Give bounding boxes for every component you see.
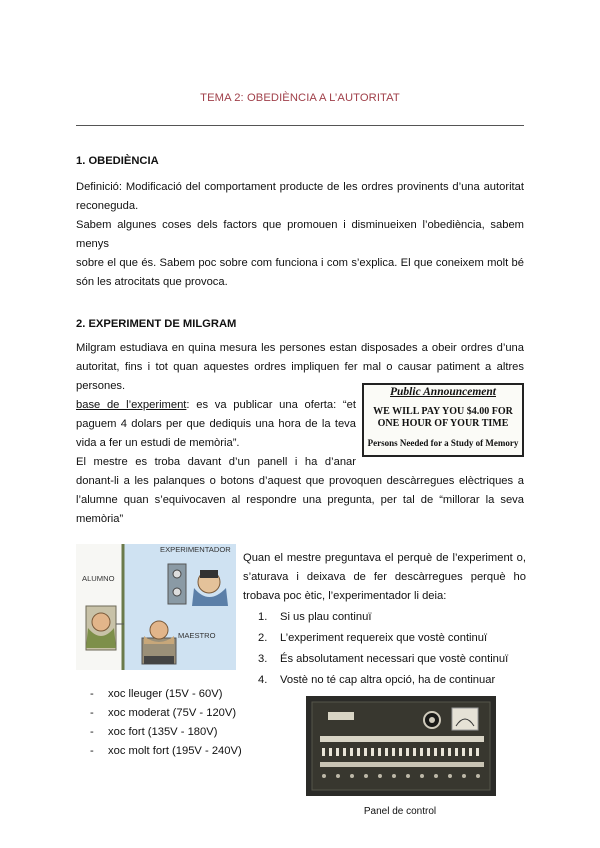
section1-line: són les atrocitats que provoca. [76,276,228,288]
section1-body [76,178,524,292]
section2-line: memòria” [76,513,124,525]
public-announcement-clip [362,383,524,457]
prod-item: 3. És absolutament necessari que vostè continuï [258,653,509,665]
section1-line: sobre el que és. Sabem poc sobre com funciona i com s’explica. El que coneixem molt bé [76,257,524,269]
section2-line: autoritat, fins i tot quan aquestes ordres impliquen fer mal o causar patiment a altres [76,361,524,373]
diagram-illustration [76,544,236,670]
announcement-offer-line: ONE HOUR OF YOUR TIME [377,418,509,429]
label-teacher: MAESTRO [178,631,216,640]
control-panel-photo [306,696,496,796]
shock-generator-illustration [306,696,496,796]
experiment-diagram [76,544,236,670]
shock-levels-list [76,685,296,761]
panel-caption: Panel de control [363,806,437,817]
section1-line: Sabem algunes coses dels factors que promouen i disminueixen l’obediència, sabem menys [76,219,524,250]
section2-heading: 2. EXPERIMENT DE MILGRAM [76,318,237,330]
announcement-footer: Persons Needed for a Study of Memory [367,438,519,448]
announcement-heading: Public Announcement [390,386,496,398]
base-rest: : es va publicar una oferta: “et [186,399,356,411]
section2-line: l’alumne quan s’equivocaven al respondre una pregunta, per tal de “millorar la seva [76,494,524,506]
title-divider [76,125,524,126]
explanation-line: Quan el mestre preguntava el perquè de l’experiment o, [243,552,526,564]
section2-line: donant-li a les palanques o botons d’aquest que provoquen descàrregues elèctriques a [76,475,524,487]
section1-line: Definició: Modificació del comportament producte de les ordres provinents d’una autoritat [76,181,524,193]
shock-level-item: - xoc moderat (75V - 120V) [90,707,237,719]
section2-line: El mestre es troba davant d’un panell i ha d’anar [76,456,356,468]
page-title: TEMA 2: OBEDIÈNCIA A L’AUTORITAT [200,92,400,104]
section2-line: Milgram estudiava en quina mesura les persones estan disposades a obeir ordres d’una [76,342,524,354]
explanation-line: trobava poc ètic, l’experimentador li deia: [243,590,447,602]
section2-line: paguem 4 dolars per que dediquis una hora de la teva [76,418,356,430]
section2-line: persones. [76,380,126,392]
label-experimenter: EXPERIMENTADOR [160,545,231,554]
label-student: ALUMNO [82,574,115,583]
announcement-offer-line: WE WILL PAY YOU $4.00 FOR [373,406,513,417]
prod-list [258,607,528,691]
prod-item: 2. L’experiment requereix que vostè continuï [258,632,488,644]
explanation-body [243,549,526,606]
section1-line: reconeguda. [76,200,139,212]
shock-level-item: - xoc molt fort (195V - 240V) [90,745,242,757]
announcement-offer [364,406,522,430]
base-label: base de l’experiment [76,399,187,411]
prod-item: 4. Vostè no té cap altra opció, ha de continuar [258,674,496,686]
section1-heading: 1. OBEDIÈNCIA [76,155,159,167]
shock-level-item: - xoc lleuger (15V - 60V) [90,688,223,700]
prod-item: 1. Si us plau continuï [258,611,372,623]
section2-narrow [76,396,356,472]
shock-level-item: - xoc fort (135V - 180V) [90,726,218,738]
base-line [76,396,356,415]
explanation-line: s’aturava i deixava de fer descàrregues perquè ho [243,571,526,583]
section2-after [76,472,524,529]
section2-line: vida a fer un estudi de memòria”. [76,437,240,449]
